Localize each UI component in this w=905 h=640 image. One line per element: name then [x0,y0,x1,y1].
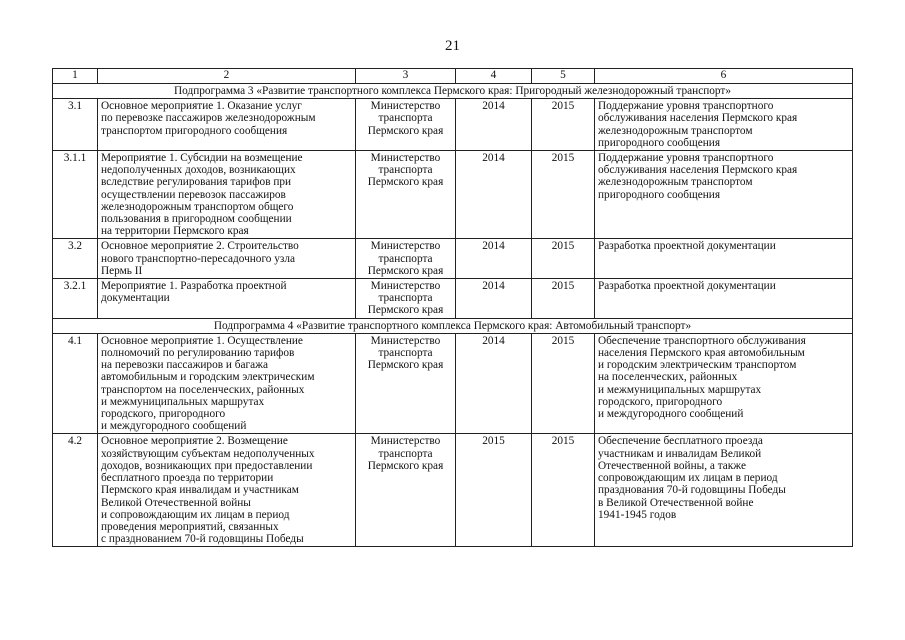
page-number: 21 [445,38,460,54]
table-row [53,151,853,239]
executor: Министерство транспорта Пермского края [356,434,456,547]
table-row [53,434,853,547]
measure-name: Мероприятие 1. Субсидии на возмещение недополученных доходов, возникающих вследствие регулирования тарифов при осуществлении перевозок пассажиров железнодорожным транспортом общего пользования в пригородном сообщении на территории Пермского края [98,151,356,239]
start-year: 2014 [456,99,532,151]
measure-name: Основное мероприятие 2. Возмещение хозяйствующим субъектам недополученных доходов, возникающих при предоставлении бесплатного проезда по территории Пермского края инвалидам и участникам Великой Отечественной войны и сопровождающим их лицам в период проведения мероприятий, связанных с празднованием 70-й годовщины Победы [98,434,356,547]
row-number: 3.2.1 [53,279,98,319]
measures-table [52,68,853,547]
end-year: 2015 [532,333,595,434]
executor: Министерство транспорта Пермского края [356,333,456,434]
end-year: 2015 [532,239,595,279]
expected-result: Поддержание уровня транспортного обслуживания населения Пермского края железнодорожным транспортом пригородного сообщения [595,99,853,151]
table-row [53,333,853,434]
table-row [53,279,853,319]
expected-result: Обеспечение транспортного обслуживания населения Пермского края автомобильным и городским электрическим транспортом на поселенческих, районных и межмуниципальных маршрутах городского, пригородного и междугородного сообщений [595,333,853,434]
row-number: 3.1.1 [53,151,98,239]
end-year: 2015 [532,279,595,319]
expected-result: Поддержание уровня транспортного обслуживания населения Пермского края железнодорожным транспортом пригородного сообщения [595,151,853,239]
executor: Министерство транспорта Пермского края [356,99,456,151]
column-number-row [53,69,853,84]
measure-name: Основное мероприятие 1. Оказание услуг по перевозке пассажиров железнодорожным транспортом пригородного сообщения [98,99,356,151]
end-year: 2015 [532,99,595,151]
column-number: 4 [456,69,532,84]
end-year: 2015 [532,434,595,547]
row-number: 4.1 [53,333,98,434]
start-year: 2014 [456,333,532,434]
table-row [53,239,853,279]
executor: Министерство транспорта Пермского края [356,151,456,239]
subprogram-heading-row [53,84,853,99]
expected-result: Обеспечение бесплатного проезда участникам и инвалидам Великой Отечественной войны, а также сопровождающим их лицам в период празднования 70-й годовщины Победы в Великой Отечественной войне 1941-1945 годов [595,434,853,547]
start-year: 2014 [456,151,532,239]
expected-result: Разработка проектной документации [595,279,853,319]
column-number: 3 [356,69,456,84]
executor: Министерство транспорта Пермского края [356,279,456,319]
measure-name: Мероприятие 1. Разработка проектной документации [98,279,356,319]
measure-name: Основное мероприятие 1. Осуществление полномочий по регулированию тарифов на перевозки пассажиров и багажа автомобильным и городским электрическим транспортом на поселенческих, районных и межмуниципальных маршрутах городского, пригородного и междугородного сообщений [98,333,356,434]
row-number: 3.2 [53,239,98,279]
subprogram-heading: Подпрограмма 4 «Развитие транспортного комплекса Пермского края: Автомобильный транспорт» [53,318,853,333]
column-number: 6 [595,69,853,84]
column-number: 5 [532,69,595,84]
row-number: 4.2 [53,434,98,547]
expected-result: Разработка проектной документации [595,239,853,279]
subprogram-heading: Подпрограмма 3 «Развитие транспортного комплекса Пермского края: Пригородный железнодорожный транспорт» [53,84,853,99]
executor: Министерство транспорта Пермского края [356,239,456,279]
start-year: 2014 [456,239,532,279]
start-year: 2014 [456,279,532,319]
start-year: 2015 [456,434,532,547]
end-year: 2015 [532,151,595,239]
measure-name: Основное мероприятие 2. Строительство нового транспортно-пересадочного узла Пермь II [98,239,356,279]
column-number: 1 [53,69,98,84]
row-number: 3.1 [53,99,98,151]
table-row [53,99,853,151]
column-number: 2 [98,69,356,84]
subprogram-heading-row [53,318,853,333]
